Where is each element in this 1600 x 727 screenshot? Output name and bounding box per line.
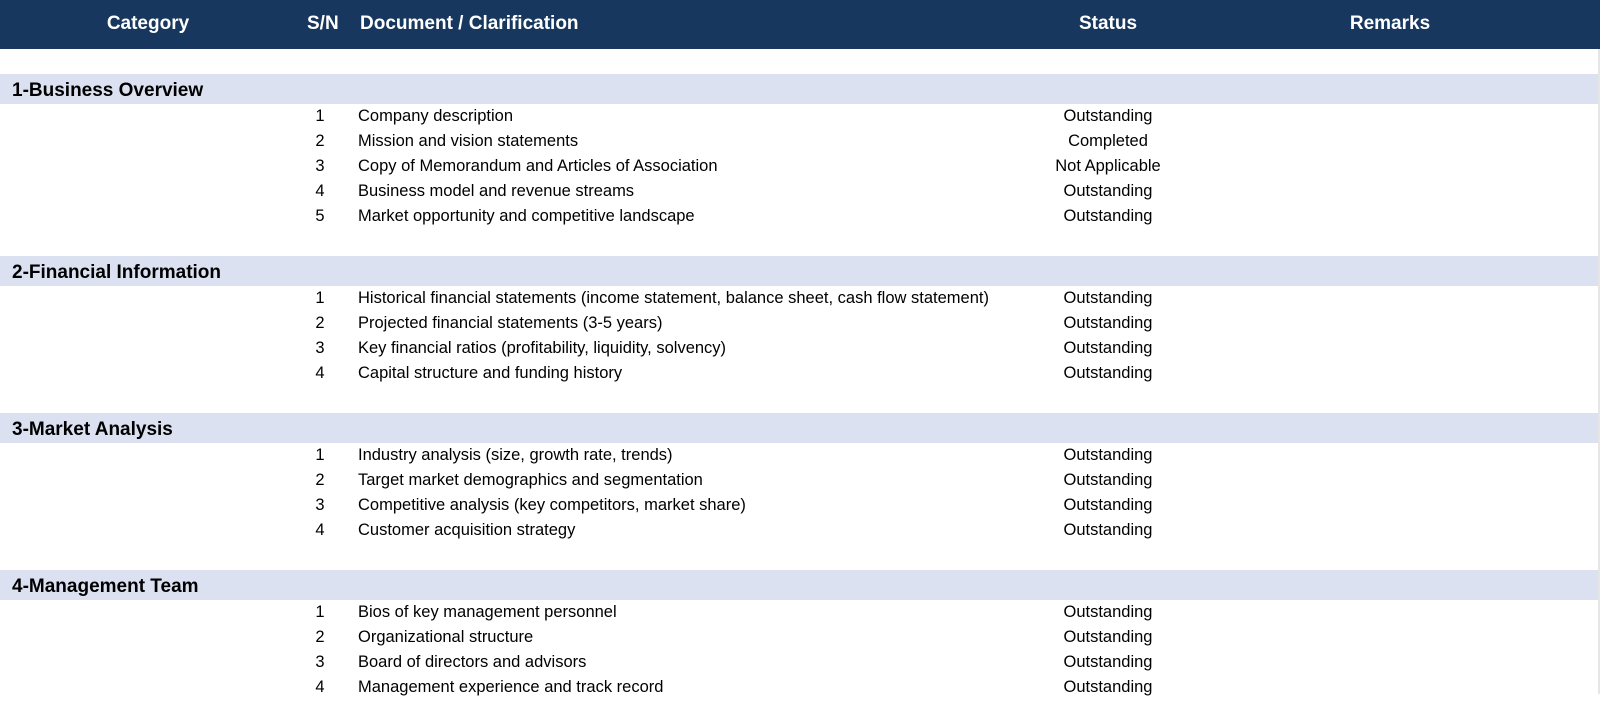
sn-cell[interactable]: 3	[315, 653, 325, 671]
remarks-column-header[interactable]: Remarks	[1349, 13, 1431, 34]
sn-cell[interactable]: 2	[315, 628, 325, 646]
category-section	[0, 570, 1598, 700]
status-column-header[interactable]: Status	[1078, 13, 1138, 34]
document-cell[interactable]: Mission and vision statements	[358, 132, 579, 150]
checklist-row[interactable]	[0, 336, 1598, 361]
status-cell[interactable]: Outstanding	[1063, 521, 1153, 539]
document-cell[interactable]: Capital structure and funding history	[358, 364, 623, 382]
status-cell[interactable]: Outstanding	[1063, 339, 1153, 357]
checklist-row[interactable]	[0, 204, 1598, 229]
sections-container	[0, 74, 1598, 727]
status-cell[interactable]: Outstanding	[1063, 182, 1153, 200]
status-cell[interactable]: Outstanding	[1063, 314, 1153, 332]
checklist-row[interactable]	[0, 518, 1598, 543]
category-heading[interactable]: 2-Financial Information	[0, 256, 1598, 286]
checklist-row[interactable]	[0, 154, 1598, 179]
status-cell[interactable]: Outstanding	[1063, 289, 1153, 307]
category-section	[0, 74, 1598, 229]
document-cell[interactable]: Bios of key management personnel	[358, 603, 617, 621]
checklist-row[interactable]	[0, 468, 1598, 493]
document-cell[interactable]: Target market demographics and segmentation	[358, 471, 703, 489]
sn-cell[interactable]: 5	[315, 207, 325, 225]
document-cell[interactable]: Competitive analysis (key competitors, market share)	[358, 496, 746, 514]
checklist-row[interactable]	[0, 675, 1598, 700]
checklist-row[interactable]	[0, 361, 1598, 386]
category-section	[0, 256, 1598, 386]
status-cell[interactable]: Outstanding	[1063, 628, 1153, 646]
checklist-row[interactable]	[0, 286, 1598, 311]
status-cell[interactable]: Outstanding	[1063, 107, 1153, 125]
category-column-header[interactable]: Category	[106, 13, 190, 34]
checklist-row[interactable]	[0, 129, 1598, 154]
category-heading[interactable]: 3-Market Analysis	[0, 413, 1598, 443]
document-cell[interactable]: Customer acquisition strategy	[358, 521, 576, 539]
sn-cell[interactable]: 4	[315, 678, 325, 696]
document-cell[interactable]: Copy of Memorandum and Articles of Association	[358, 157, 718, 175]
checklist-row[interactable]	[0, 104, 1598, 129]
sn-column-header[interactable]: S/N	[307, 13, 339, 34]
status-cell[interactable]: Outstanding	[1063, 364, 1153, 382]
sn-cell[interactable]: 1	[315, 446, 325, 464]
document-cell[interactable]: Market opportunity and competitive landscape	[358, 207, 695, 225]
sn-cell[interactable]: 2	[315, 314, 325, 332]
document-cell[interactable]: Historical financial statements (income statement, balance sheet, cash flow statement)	[358, 289, 989, 307]
status-cell[interactable]: Outstanding	[1063, 496, 1153, 514]
status-cell[interactable]: Outstanding	[1063, 207, 1153, 225]
status-cell[interactable]: Outstanding	[1063, 603, 1153, 621]
document-cell[interactable]: Key financial ratios (profitability, liquidity, solvency)	[358, 339, 727, 357]
sn-cell[interactable]: 2	[315, 471, 325, 489]
sn-cell[interactable]: 1	[315, 603, 325, 621]
status-cell[interactable]: Outstanding	[1063, 446, 1153, 464]
sn-cell[interactable]: 3	[315, 157, 325, 175]
sn-cell[interactable]: 2	[315, 132, 325, 150]
sn-cell[interactable]: 4	[315, 521, 325, 539]
checklist-row[interactable]	[0, 600, 1598, 625]
document-column-header[interactable]: Document / Clarification	[360, 13, 579, 34]
sn-cell[interactable]: 1	[315, 289, 325, 307]
document-cell[interactable]: Management experience and track record	[358, 678, 664, 696]
document-cell[interactable]: Organizational structure	[358, 628, 534, 646]
checklist-row[interactable]	[0, 493, 1598, 518]
checklist-row[interactable]	[0, 179, 1598, 204]
document-cell[interactable]: Projected financial statements (3-5 years)	[358, 314, 663, 332]
status-cell[interactable]: Outstanding	[1063, 678, 1153, 696]
document-cell[interactable]: Company description	[358, 107, 513, 125]
status-cell[interactable]: Not Applicable	[1055, 157, 1161, 175]
category-heading[interactable]: 4-Management Team	[0, 570, 1598, 600]
status-cell[interactable]: Outstanding	[1063, 653, 1153, 671]
checklist-row[interactable]	[0, 625, 1598, 650]
document-cell[interactable]: Industry analysis (size, growth rate, trends)	[358, 446, 673, 464]
table-header	[0, 0, 1600, 49]
sn-cell[interactable]: 4	[315, 364, 325, 382]
category-section	[0, 413, 1598, 543]
checklist-row[interactable]	[0, 443, 1598, 468]
sn-cell[interactable]: 1	[315, 107, 325, 125]
document-cell[interactable]: Board of directors and advisors	[358, 653, 587, 671]
checklist-row[interactable]	[0, 650, 1598, 675]
document-cell[interactable]: Business model and revenue streams	[358, 182, 635, 200]
status-cell[interactable]: Outstanding	[1063, 471, 1153, 489]
sn-cell[interactable]: 4	[315, 182, 325, 200]
checklist-row[interactable]	[0, 311, 1598, 336]
sn-cell[interactable]: 3	[315, 496, 325, 514]
category-heading[interactable]: 1-Business Overview	[0, 74, 1598, 104]
sn-cell[interactable]: 3	[315, 339, 325, 357]
status-cell[interactable]: Completed	[1068, 132, 1148, 150]
